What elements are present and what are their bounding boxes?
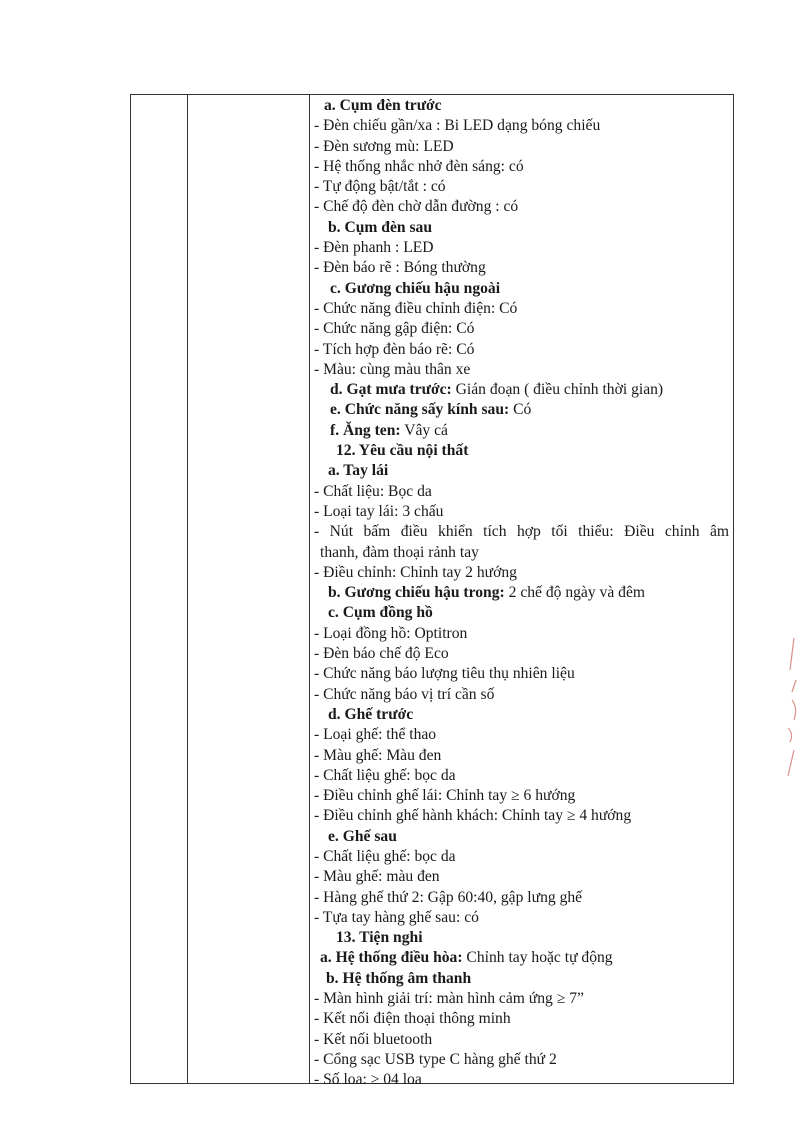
spec-line: - Kết nối bluetooth — [314, 1030, 433, 1048]
spec-line: - Loại tay lái: 3 chấu — [314, 502, 444, 520]
spec-line — [314, 380, 729, 400]
red-stamp-edge — [782, 630, 800, 780]
spec-line: - Số loa: ≥ 04 loa — [314, 1071, 422, 1089]
spec-line: - Chức năng báo lượng tiêu thụ nhiên liệu — [314, 665, 575, 683]
spec-line: - Chức năng báo vị trí cần số — [314, 685, 495, 703]
spec-line: - Màu ghế: Màu đen — [314, 746, 442, 764]
column-divider — [187, 95, 188, 1083]
section-heading: a. Cụm đèn trước — [324, 97, 442, 114]
spec-line — [314, 948, 729, 968]
spec-line: - Màn hình giải trí: màn hình cảm ứng ≥ 7” — [314, 990, 584, 1008]
spec-line: - Hệ thống nhắc nhở đèn sáng: có — [314, 157, 524, 175]
spec-line: - Chất liệu: Bọc da — [314, 482, 432, 500]
spec-line: - Màu ghế: màu đen — [314, 868, 440, 886]
spec-value: Gián đoạn ( điều chỉnh thời gian) — [451, 381, 664, 399]
spec-label: f. Ăng ten: — [330, 421, 401, 439]
spec-line: - Chất liệu ghế: bọc da — [314, 766, 456, 784]
spec-line: - Tựa tay hàng ghế sau: có — [314, 908, 479, 926]
spec-line — [314, 583, 729, 603]
spec-line: - Kết nối điện thoại thông minh — [314, 1010, 511, 1028]
spec-line: - Đèn báo rẽ : Bóng thường — [314, 259, 486, 277]
spec-label: d. Gạt mưa trước: — [330, 381, 452, 399]
spec-label: b. Gương chiếu hậu trong: — [328, 584, 505, 602]
spec-line — [314, 421, 729, 441]
spec-line: - Nút bấm điều khiển tích hợp tối thiểu: Điều chỉnh âm — [314, 523, 729, 541]
section-heading: e. Ghế sau — [328, 827, 397, 845]
spec-line: - Điều chỉnh ghế hành khách: Chỉnh tay ≥ 4 hướng — [314, 807, 632, 825]
spec-value: 2 chế độ ngày và đêm — [504, 584, 646, 602]
spec-line: - Đèn chiếu gần/xa : Bi LED dạng bóng chiếu — [314, 117, 601, 135]
spec-line: - Chất liệu ghế: bọc da — [314, 847, 456, 865]
spec-line: - Loại đồng hồ: Optitron — [314, 624, 468, 642]
section-heading: c. Gương chiếu hậu ngoài — [330, 279, 501, 297]
spec-content-cell — [314, 96, 729, 1091]
spec-line: - Đèn sương mù: LED — [314, 137, 454, 155]
spec-line: - Điều chỉnh ghế lái: Chỉnh tay ≥ 6 hướng — [314, 787, 576, 805]
spec-line: - Đèn phanh : LED — [314, 239, 434, 257]
spec-line: - Chức năng gập điện: Có — [314, 320, 475, 338]
spec-line: - Cổng sạc USB type C hàng ghế thứ 2 — [314, 1050, 557, 1068]
spec-line: - Đèn báo chế độ Eco — [314, 645, 449, 663]
spec-line: thanh, đàm thoại rảnh tay — [320, 543, 479, 561]
spec-line: - Chế độ đèn chờ dẫn đường : có — [314, 198, 519, 216]
section-heading: c. Cụm đồng hồ — [328, 604, 433, 622]
spec-line: - Điều chỉnh: Chỉnh tay 2 hướng — [314, 563, 517, 581]
section-heading: 13. Tiện nghi — [336, 929, 423, 947]
spec-value: Chỉnh tay hoặc tự động — [462, 949, 613, 967]
spec-line: - Tích hợp đèn báo rẽ: Có — [314, 340, 475, 358]
spec-line: - Màu: cùng màu thân xe — [314, 360, 471, 378]
spec-label: a. Hệ thống điều hòa: — [320, 949, 463, 967]
spec-line: - Hàng ghế thứ 2: Gập 60:40, gập lưng ghế — [314, 888, 583, 906]
spec-line: - Tự động bật/tắt : có — [314, 178, 446, 196]
section-heading: d. Ghế trước — [328, 705, 414, 723]
spec-label: e. Chức năng sấy kính sau: — [330, 401, 510, 419]
column-divider — [309, 95, 310, 1083]
section-heading: 12. Yêu cầu nội thất — [336, 442, 469, 460]
section-heading: b. Cụm đèn sau — [328, 218, 432, 236]
section-heading: b. Hệ thống âm thanh — [326, 969, 472, 987]
spec-value: Vây cá — [400, 421, 448, 439]
section-heading: a. Tay lái — [328, 462, 389, 480]
spec-line — [314, 400, 729, 420]
spec-value: Có — [509, 401, 532, 419]
spec-line: - Chức năng điều chỉnh điện: Có — [314, 299, 518, 317]
spec-line: - Loại ghế: thể thao — [314, 726, 437, 744]
